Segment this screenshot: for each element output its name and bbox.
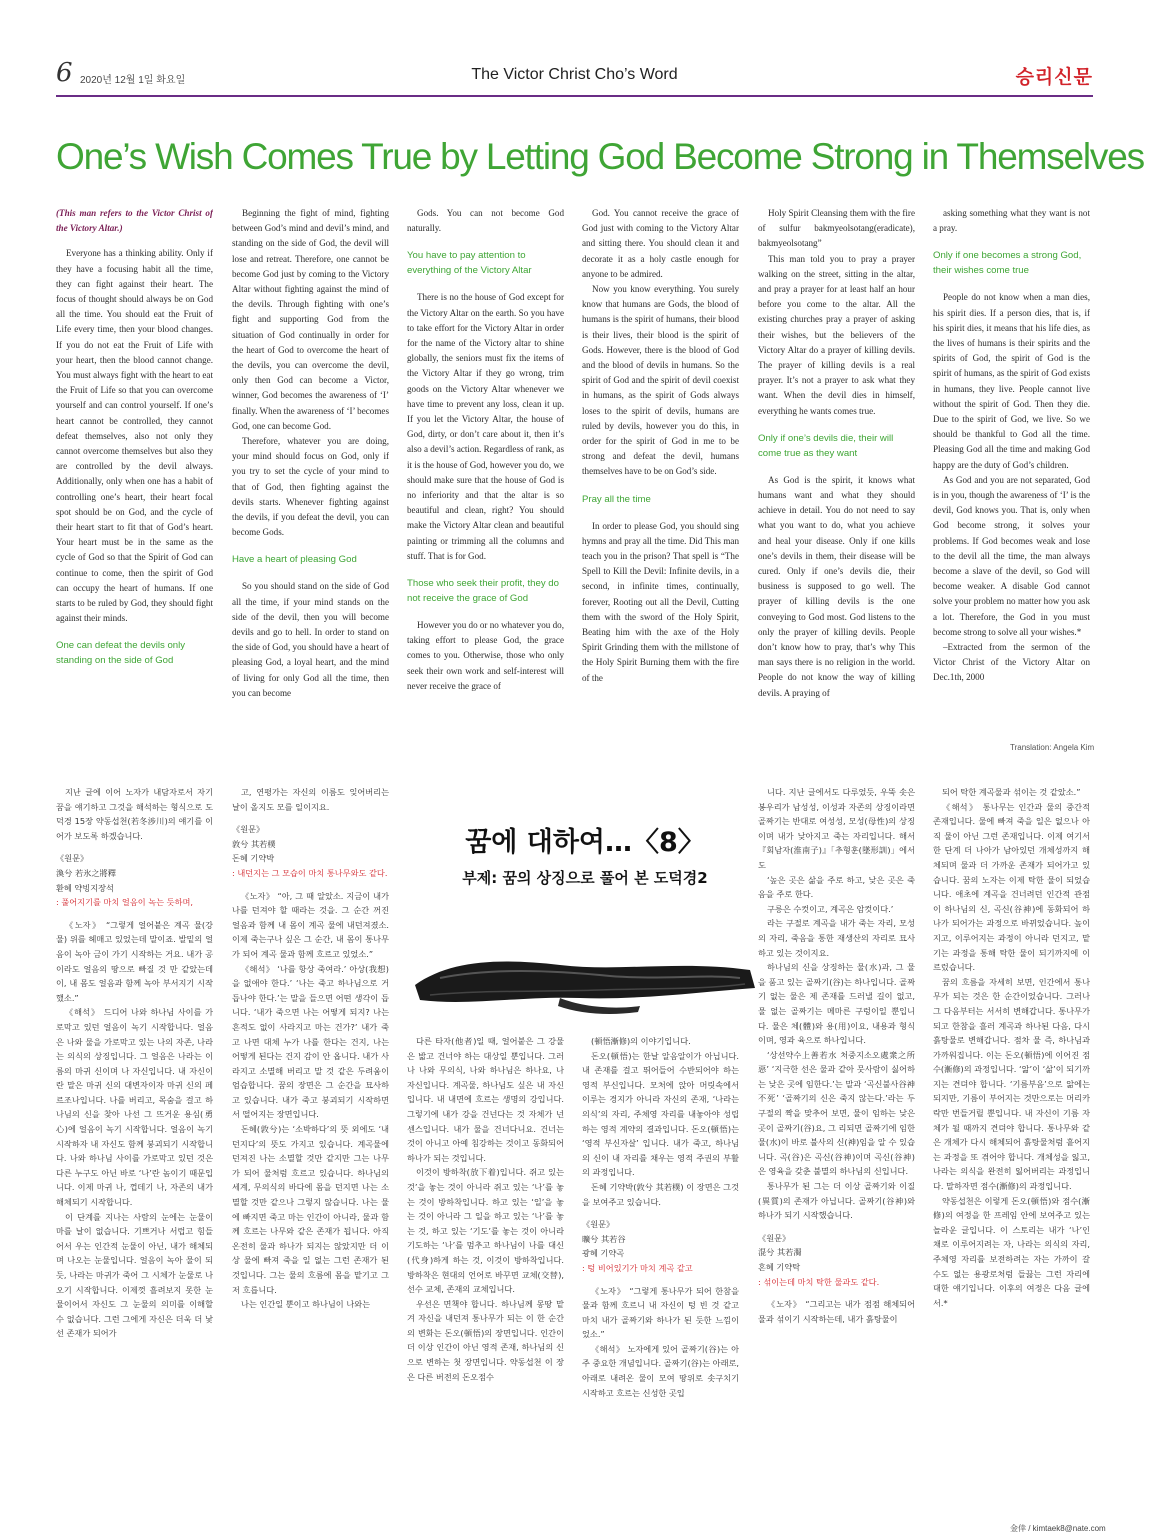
original-hanja: 曠兮 其若谷 xyxy=(582,1233,626,1244)
english-column-5 xyxy=(758,206,915,766)
paragraph: 돈혜(敦兮)는 ‘소박하다’의 뜻 외에도 ‘내던지다’의 뜻도 가지고 있습니다. 계곡물에 던져진 나는 소멸할 것만 같지만 그는 나무가 되어 물처럼 흐르고 있습니다. 하나님의 세계, 무의식의 바다에 몸을 던지면 나는 소멸할 것만 같으나 그렇지 않습니다. 나는 물에 빠지면 죽고 마는 인간이 아니라, 물과 함께 흐르는 나무와 같은 존재가 됩니다. 아직 온전히 물과 하나가 되지는 않았지만 더 이상 물에 빠져 죽을 일 없는 그런 존재가 된 것입니다. 그는 물의 흐름에 몸을 맡기고 그저 흐릅니다. xyxy=(232,1124,389,1295)
english-column-3 xyxy=(407,206,564,766)
paragraph: So you should stand on the side of God all the time, if your mind stands on the side of the devil, then you will become devils and go to hell. In order to stand on the side of God, you should have a heart of pleasing God, a loyal heart, and the mind of living for only God all the time, then you can become xyxy=(232,581,389,698)
paragraph: 나는 인간일 뿐이고 하나님이 나와는 xyxy=(241,1299,371,1310)
paragraph: ‘높은 곳은 삶을 주로 하고, 낮은 곳은 죽음을 주로 한다. xyxy=(758,874,915,900)
paragraph: 약동섭천은 이렇게 돈오(頓悟)와 점수(漸修)의 여정을 한 프레임 안에 보여주고 있는 놀라운 글입니다. 이 스토리는 내가 ‘나’인 채로 이루어지려는 자, 나라는 의식의 자리, 주체영 자리를 보전하려는 자는 가까이 갈 수도 없는 용광로처럼 들끓는 그런 자리에 대한 얘기입니다. 이후의 여정은 다음 글에서.* xyxy=(933,1195,1090,1308)
paragraph: Beginning the fight of mind, fighting between God’s mind and devil’s mind, and standing on the side of God, the devil will lose and retreat. Therefore, one cannot be become God just by coming to the Victory Altar without fighting against the mind of the devils. Through fighting with one’s fight and supporting God from the situation of God continually in order for the heart of God to overcome the heart of the devils, you can overcome the devil, only then God can become a Victor, winner, God becomes the awareness of ‘I’ finally. When the awareness of ‘I’ becomes God, one can become God. xyxy=(232,208,389,431)
paragraph: 《해석》 드디어 나와 하나님 사이를 가로막고 있던 얼음이 녹기 시작합니다. 얼음은 나와 물을 가로막고 있는 나의 자존, 나라는 의식의 상징입니다. 그 얼음은 나라는 이름의 마귀 신이며 나 자신입니다. 내 자신이란 말은 마귀 신의 대변자이자 마귀 신의 페르조나입니다. 나를 버리고, 목숨을 걸고 하나님의 신을 찾아 나선 그 뜨거운 용심(勇心)에 얼음이 녹기 시작합니다. 얼음이 녹기 시작하자 내 자신도 함께 붕괴되기 시작합니다. 나와 하나님 사이를 가로막고 있던 것은 다른 누구도 아닌 바로 ‘나’란 놈이기 때문입니다. 이제 마귀 나, 껍데기 나, 자존의 내가 해체되기 시작합니다. xyxy=(56,1007,213,1208)
paragraph: As God and you are not separated, God is in you, though the awareness of ‘I’ is the devil, God knows you. That is, only when God become strong, it solves your problems. If God becomes weak and lose to the devil all the time, the man always become a slave of the devil, so God will become weaker. A disable God cannot solve your problem no matter how you ask a lot. Therefore, the God in you must become strong to solve all your wishes.* xyxy=(933,474,1090,637)
ink-brush-stroke-image xyxy=(410,940,760,1020)
paragraph: 이 단계를 지나는 사람의 눈에는 눈물이 마를 날이 없습니다. 기쁘거나 서럽고 힘들어서 우는 인간적 눈물이 아닌, 내가 해체되며 나오는 눈물입니다. 얼음이 녹아 물이 되듯, 나라는 마귀가 죽어 그 시체가 눈물로 나오기 시작합니다. 이제껏 흘려보지 못한 눈물이어서 자신도 그 눈물의 의미를 이해할 수 없습니다. 그런 그에게 자신은 더욱 더 낯선 존재가 되어가 xyxy=(56,1211,213,1339)
paragraph: In order to please God, you should sing hymns and pray all the time. Did This man teach you in the prison? That spell is “The Spell to Kill the Devil: Infinite devils, in a second, in infinite times, continually, forever, Rooting out all the Devil, Cutting them with the sword of the Holy Spirit, Beating him with the axe of the Holy Spirit Grinding them with the millstone of the Holy Spirit Burning them with the fire of the xyxy=(582,520,739,683)
editor-note: (This man refers to the Victor Christ of the Victory Altar.) xyxy=(56,208,213,234)
original-text-label: 《원문》 xyxy=(758,1232,791,1243)
korean-column-5 xyxy=(758,785,915,1485)
paragraph: 되어 탁한 계곡물과 섞이는 것 같았소.” xyxy=(942,787,1081,797)
paragraph: 통나무가 된 그는 더 이상 골짜기와 이질(異質)의 존재가 아닙니다. 골짜기(谷神)와 하나가 되기 시작했습니다. xyxy=(758,1181,915,1221)
korean-subtitle: 부제: 꿈의 상징으로 풀어 본 도덕경2 xyxy=(462,869,708,887)
paragraph: 이것이 방하착(放下着)입니다. 쥐고 있는 것’을 놓는 것이 아니라 쥐고 있는 ‘나’를 놓는 것이 방하착입니다. 하고 있는 ‘일’을 놓는 것이 아니라 그 일을 하고 있는 ‘나’를 놓는 것, 하고 있는 ‘기도’를 놓는 것이 아니라 기도하는 ‘나’를 멈추고 하나님이 나를 대신(代身)하게 하는 것, 이것이 방하착입니다. 방하착은 현대의 언어로 바꾸면 교체(交替), 선수 교체, 존재의 교체입니다. xyxy=(407,1167,564,1295)
subheading: Have a heart of pleasing God xyxy=(232,554,357,566)
paragraph: Gods. You can not become God naturally. xyxy=(407,208,564,234)
paragraph: This man told you to pray a prayer walking on the street, sitting in the altar, and pray a prayer for at least half an hour before you come to the altar. All the existing churches pray a prayer of asking their wishes, but the believers of the Victory Altar do a prayer of killing devils. The prayer of killing devils is a real prayer. It’s not a prayer to ask what they want. When the devil dies in himself, everything he wants comes true. xyxy=(758,253,915,416)
korean-article xyxy=(56,785,1094,1485)
subheading: Only if one becomes a strong God, their wishes come true xyxy=(933,250,1082,277)
original-hanja: 渙兮 若氷之將釋 xyxy=(56,867,116,878)
paragraph: 꿈의 흐름을 자세히 보면, 인간에서 통나무가 되는 것은 한 순간이었습니다. 그러나 그 다음부터는 서서히 변해갑니다. 통나무가 되고 한참을 흘러 계곡과 하나된 다음, 다시 흙탕물로 변해갑니다. 점차 물 즉, 하나님과 가까워집니다. 이는 돈오(頓悟)에 이어진 점수(漸修)의 과정입니다. ‘앎’이 ‘삶’이 되기까지는 견뎌야 합니다. ‘기름부음’으로 앎에는 되지만, 기름이 부어지는 것만으로는 머리카락만 번들거릴 뿐입니다. 내 자신이 기름 자체가 될 때까지 견뎌야 합니다. 통나무와 같은 개체가 다시 해체되어 흙탕물처럼 흩어지는 과정을 또 겪어야 합니다. 개체성을 잃고, 나라는 의식을 완전히 잃어버리는 과정입니다. 말하자면 점수(漸修)의 과정입니다. xyxy=(933,976,1090,1192)
korean-title-block xyxy=(412,820,758,888)
paragraph: 《해석》 ‘나를 항상 죽여라.’ 아상(我想)을 없애야 한다.’ ‘나는 죽고 하나님으로 거듭나야 한다.’는 말을 들으면 어떤 생각이 듭니다. ‘내가 죽으면 나는 어떻게 되지? 나는 흔적도 없이 사라지고 마는 건가?’ 내가 죽고 나면 대체 누가 나를 한다는 건지, 나는 어떻게 된다는 건지 감이 안 옵니다. 내가 사라지고 소멸해 버리고 말 것 같은 두려움이 엄습합니다. 꿈의 장면은 그 순간을 묘사하고 있습니다. 내가 죽고 붕괴되기 시작하면서 떨어지는 장면입니다. xyxy=(232,963,389,1120)
paragraph: 지난 글에 이어 노자가 내담자로서 자기 꿈을 얘기하고 그것을 해석하는 형식으로 도덕경 15장 약동섭천(若冬涉川)의 얘기를 이어가 보도록 하겠습니다. xyxy=(56,787,213,841)
original-reading: 혼혜 기약탁 xyxy=(758,1262,801,1272)
original-reading: 돈혜 기약박 xyxy=(232,853,275,864)
paragraph: 우선은 면책야 합니다. 하나님께 몽땅 맡겨 자신을 내던져 통나무가 되는 이 한 순간의 변화는 돈오(頓悟)의 장면입니다. 인간이 더 이상 인간이 아닌 영적 존재, 하나님의 신으로 변하는 첫 장면입니다. 약동섭천 이 장은 다른 버전의 돈오점수 xyxy=(407,1298,564,1382)
original-reading: 광혜 기약곡 xyxy=(582,1248,625,1259)
subheading: One can defeat the devils only standing on the side of God xyxy=(56,640,186,667)
korean-column-3 xyxy=(407,1034,564,1485)
original-hanja: 混兮 其若濁 xyxy=(758,1247,802,1258)
paragraph: 라는 구절로 계곡을 내가 죽는 자리, 모성의 자리, 죽음을 통한 재생산의 자리로 묘사하고 있는 것이지요. xyxy=(758,918,915,958)
original-meaning: : 텅 비어있기가 마치 계곡 같고 xyxy=(582,1262,693,1273)
original-meaning: : 내던지는 그 모습이 마치 통나무와도 같다. xyxy=(232,867,388,878)
section-title: The Victor Christ Cho’s Word xyxy=(471,66,678,83)
author-email: 金倖 / kimtaek8@nate.com xyxy=(1010,1524,1106,1533)
english-column-1 xyxy=(56,206,213,766)
korean-title: 꿈에 대하여…〈8〉 xyxy=(465,827,705,858)
original-text-label: 《원문》 xyxy=(232,824,265,835)
korean-column-4 xyxy=(582,1034,739,1485)
english-article xyxy=(56,206,1094,766)
paragraph: 《해석》 통나무는 인간과 물의 중간적 존재입니다. 물에 빠져 죽을 일은 없으나 아직 물이 아닌 그런 존재입니다. 이제 여기서 한 단계 더 나아가 남아있던 개체성까지 해체되며 물과 더 가까운 존재가 되어가고 있습니다. 꿈의 노자는 이제 탁한 물이 되었습니다. 애초에 계곡을 건너려던 인간적 관점이 하나님의 신, 곡신(谷神)에 동화되어 하나가 되어가는 과정으로 바뀌었습니다. 높이지고, 이루어지는 과정이 아니라 던지고, 맡기는 과정을 통해 탁한 물이 되기까지에 이르렀습니다. xyxy=(933,801,1090,973)
paragraph: Holy Spirit Cleansing them with the fire of sulfur bakmyeolsotang(eradicate), bakmyeolsotang” xyxy=(758,208,915,249)
english-column-6 xyxy=(933,206,1090,766)
paragraph: 《노자》 “그리고는 내가 점점 해체되어 물과 섞이기 시작하는데, 내가 흙탕물이 xyxy=(758,1299,915,1324)
original-meaning: : 풀어지기를 마치 얼음이 녹는 듯하며, xyxy=(56,897,194,908)
english-column-2 xyxy=(232,206,389,766)
paragraph: 《노자》 “아, 그 때 알았소. 지금이 내가 나를 던져야 할 때라는 것을. 그 순간 꺼진 얼음과 함께 내 몸이 계곡 물에 내던져졌소. 이제 죽는구나 싶은 그 순간, 내 몸이 통나무가 되어 계곡 물과 함께 흐르고 있었소.” xyxy=(232,890,389,959)
original-reading: 환혜 약빙지장석 xyxy=(56,882,114,893)
subheading: Those who seek their profit, they do not receive the grace of God xyxy=(407,578,559,605)
sermon-source: –Extracted from the sermon of the Victor Christ of the Victory Altar on Dec.1th, 2000 xyxy=(933,642,1090,683)
paragraph: 다른 타자(他者)일 때, 얼어붙은 그 강물은 밟고 건너야 하는 대상일 뿐입니다. 그러나 나와 무의식, 나와 하나님은 하나요, 나 자신입니다. 계곡물, 하나님도 싶은 내 자신입니다. 내 내면에 흐르는 생명의 강입니다. 그렇기에 내가 강을 건넌다는 것 자체가 넌센스입니다. 내가 물을 건너다니요. 건너는 것이 아니고 아예 침강하는 것이고 동화되어 하나가 되는 것입니다. xyxy=(407,1036,564,1163)
korean-column-2 xyxy=(232,785,389,1485)
paragraph: 《해석》 노자에게 있어 골짜기(谷)는 아주 중요한 개념입니다. 골짜기(谷)는 아래로, 아래로 내려온 물이 모여 땅위로 솟구치기 시작하고 흐르는 신성한 곳입 xyxy=(582,1343,739,1398)
issue-date: 2020년 12월 1일 화요일 xyxy=(80,75,186,86)
paragraph: Everyone has a thinking ability. Only if they have a focusing habit all the time, they can fight against their heart. The focus of thought should always be on God all the time. You should eat the Fruit of Life every time, then your blood changes. If you do not eat the Fruit of Life with your heart, then the blood cannot change. You must always fight with the heart to eat the Fruit of Life so that you can overcome yourself and can control yourself. If one’s heart cannot be controlled, they cannot defeat themselves, also not only they cannot overcome themselves but also they are controlled by the devil always. Additionally, only when one has a habit of controlling one’s heart, their heart focal spot should be on God, and the cycle of their heart start to fit that of God’s heart. Your heart must be in the same as the cycle of God so that the Spirit of God can continue to come, then the spirit of God can occupy the heart of humans. If one starts to be ruled by God, they should fight against their minds. xyxy=(56,248,213,624)
original-meaning: : 섞이는데 마치 탁한 물과도 같다. xyxy=(758,1276,880,1287)
original-text-label: 《원문》 xyxy=(56,853,89,864)
paragraph: People do not know when a man dies, his spirit dies. If a person dies, that is, if his spirit dies, it means that his life dies, as the lives of humans is their spirits and the spirits of God, the spirit of God is the spirit of humans, as the spirit of God exists in humans, they live. People cannot live without the spirit of God. Then they die. Due to the spirit of God, we live. So we should be thankful to God all the time. Pleasing God all the time and making God happy are the duty of God’s children. xyxy=(933,292,1090,470)
paragraph: 구릉은 수컷이고, 계곡은 암컷이다.’ xyxy=(767,903,894,914)
korean-column-1 xyxy=(56,785,213,1485)
paragraph: Now you know everything. You surely know that humans are Gods, the blood of humans is the spirit of humans, their blood is their lives, their blood is the spirit of Gods. However, there is the blood of God and the blood of devils in humans. So the spirit of God and the spirit of devil coexist in humans, as the spirit of Gods always loses to the spirit of devils, humans are ruled by devils, however you do this, in order for the spirit of God in me to be strong and defeat the devil, humans themselves have to be on God’s side. xyxy=(582,284,739,477)
paragraph: 《노자》 “그렇게 통나무가 되어 한참을 물과 함께 흐르니 내 자신이 텅 빈 것 같고 마치 내가 골짜기와 하나가 된 듯한 느낌이었소.” xyxy=(582,1285,739,1340)
newspaper-brand: 승리신문 xyxy=(1015,66,1093,88)
paragraph: asking something what they want is not a pray. xyxy=(933,208,1090,234)
subheading: Only if one’s devils die, their will come true as they want xyxy=(758,432,894,459)
page-header xyxy=(56,58,1093,96)
paragraph: God. You cannot receive the grace of God just with coming to the Victory Altar and sitting there. You should clean it and decorate it as a holy castle enough for anyone to be admired. xyxy=(582,208,739,279)
paragraph: 돈오(頓悟)는 한날 알음알이가 아닙니다. 내 존재를 걸고 뛰어들어 수반되어야 하는 영적 부신입니다. 모처에 앉아 머릿속에서 이루는 경지가 아니라 자신의 존재, ‘나라는 의식’의 자리, 주체영 자리를 내놓아야 성립하는 영적 계약의 결과입니다. 돈오(頓悟)는 ‘영적 부신자살’ 입니다. 내가 죽고, 하나님의 신이 내 자리를 채우는 영적 주권의 부활의 과정입니다. xyxy=(582,1050,739,1178)
page-number: 6 xyxy=(56,58,73,88)
paragraph: Therefore, whatever you are doing, your mind should focus on God, only if you try to set the cycle of your mind to that of God, then fighting against the devils starts. Whenever fighting against the devils, if you defeat the devil, you can become Gods. xyxy=(232,436,389,538)
korean-column-6 xyxy=(933,785,1090,1485)
subheading: You have to pay attention to everything of the Victory Altar xyxy=(407,250,532,277)
article-headline: One’s Wish Comes True by Letting God Become Strong in Themselves xyxy=(56,136,1144,177)
paragraph: 《노자》 “그렇게 얼어붙은 계곡 물(강물) 위를 헤매고 있었는데 말이죠. 발밑의 얼음이 녹아 금이 가기 시작하는 거요. 내가 공이라도 얼음의 땅으로 빠질 것 만 같았는데 이, 내 몸도 얼음과 함께 녹아 부서지기 시작했소.” xyxy=(56,919,213,1003)
header-divider xyxy=(56,95,1093,97)
paragraph: There is no the house of God except for the Victory Altar on the earth. So you have to take effort for the Victory Altar in order for the name of the Victory altar to shine globally, the seniors must fix the items of the Victory Altar if they go wrong, trim goods on the Victory Altar whenever we have time to prevent any loss, clean it up. If you let the Victory Altar, the house of God, dirty, or don’t care about it, then it’s also a devil’s action. Regardless of rank, as it is the house of God, however you do, we should make sure that the house of God is no inferiority and that the altar is so beautiful and clean, right? You should make the Victory Altar clean and beautiful painting or trimming all the columns and stuff. That is for God. xyxy=(407,292,564,561)
paragraph: (頓悟漸修)의 이야기입니다. xyxy=(591,1036,691,1046)
paragraph: As God is the spirit, it knows what humans want and what they should achieve in detail. You do not need to say what you want to do, what you achieve and heal your disease. Only if one kills one’s devils in them, their disease will be cured. Only if one’s devils die, their business is supposed to go well. The prayer of killing devils is the one conveying to God most. God listens to the only the prayer of killing devils. People don’t know how to pray, that’s why This man says there is no religion in the world. People do not know the way of killing devils. A praying of xyxy=(758,474,915,698)
english-column-4 xyxy=(582,206,739,766)
paragraph: 고, 연평가는 자신의 이름도 잊어버리는 날이 올지도 모를 일이지요. xyxy=(232,787,389,812)
original-text-label: 《원문》 xyxy=(582,1219,615,1230)
subheading: Pray all the time xyxy=(582,493,651,505)
translator-credit: Translation: Angela Kim xyxy=(1010,743,1095,752)
original-hanja: 敦兮 其若樸 xyxy=(232,838,276,849)
paragraph: ‘상선약수上善若水 처중지소오處衆之所惡’ ‘지극한 선은 물과 같아 뭇사람이 싫어하는 낮은 곳에 임한다.’는 말과 ‘곡신불사谷神不死’ ‘골짜기의 신은 죽지 않는다.’라는 두 구절의 짝을 맞추어 보면, 물이 임하는 낮은 곳이 골짜기(谷)요, 그 리되면 골짜기에 임한 물(水)이 바로 불사의 신(神)임을 알 수 있습니다. 곡(谷)은 곡신(谷神)이며 곡신(谷神)은 영육을 갖춘 불멸의 하나님의 신입니다. xyxy=(758,1049,915,1177)
paragraph: 하나님의 신을 상징하는 물(水)과, 그 물을 품고 있는 골짜기(谷)는 하나입니다. 골짜기 없는 물은 제 존재를 드러낼 길이 없고, 물 없는 골짜기는 메마른 구렁이일 뿐입니다. 물은 체(體)와 용(用)이요, 내용과 형식이며, 영과 육으로 하나입니다. xyxy=(758,962,915,1046)
paragraph: However you do or no whatever you do, taking effort to please God, the grace comes to you. Otherwise, those who only seek their own work and self-interest will never receive the grace of xyxy=(407,620,564,691)
paragraph: 니다. 지난 글에서도 다루었듯, 우뚝 솟은 봉우리가 남성성, 이성과 자존의 상징이라면 골짜기는 반대로 여성성, 모성(母性)의 상징이며 내가 낮아지고 죽는 자리입니다. 해서 『회남자(淮南子)』「추형훈(墜形訓)」에서도 xyxy=(758,787,915,870)
paragraph: 돈혜 기약박(敦兮 其若樸) 이 장면은 그것을 보여주고 있습니다. xyxy=(582,1181,739,1207)
